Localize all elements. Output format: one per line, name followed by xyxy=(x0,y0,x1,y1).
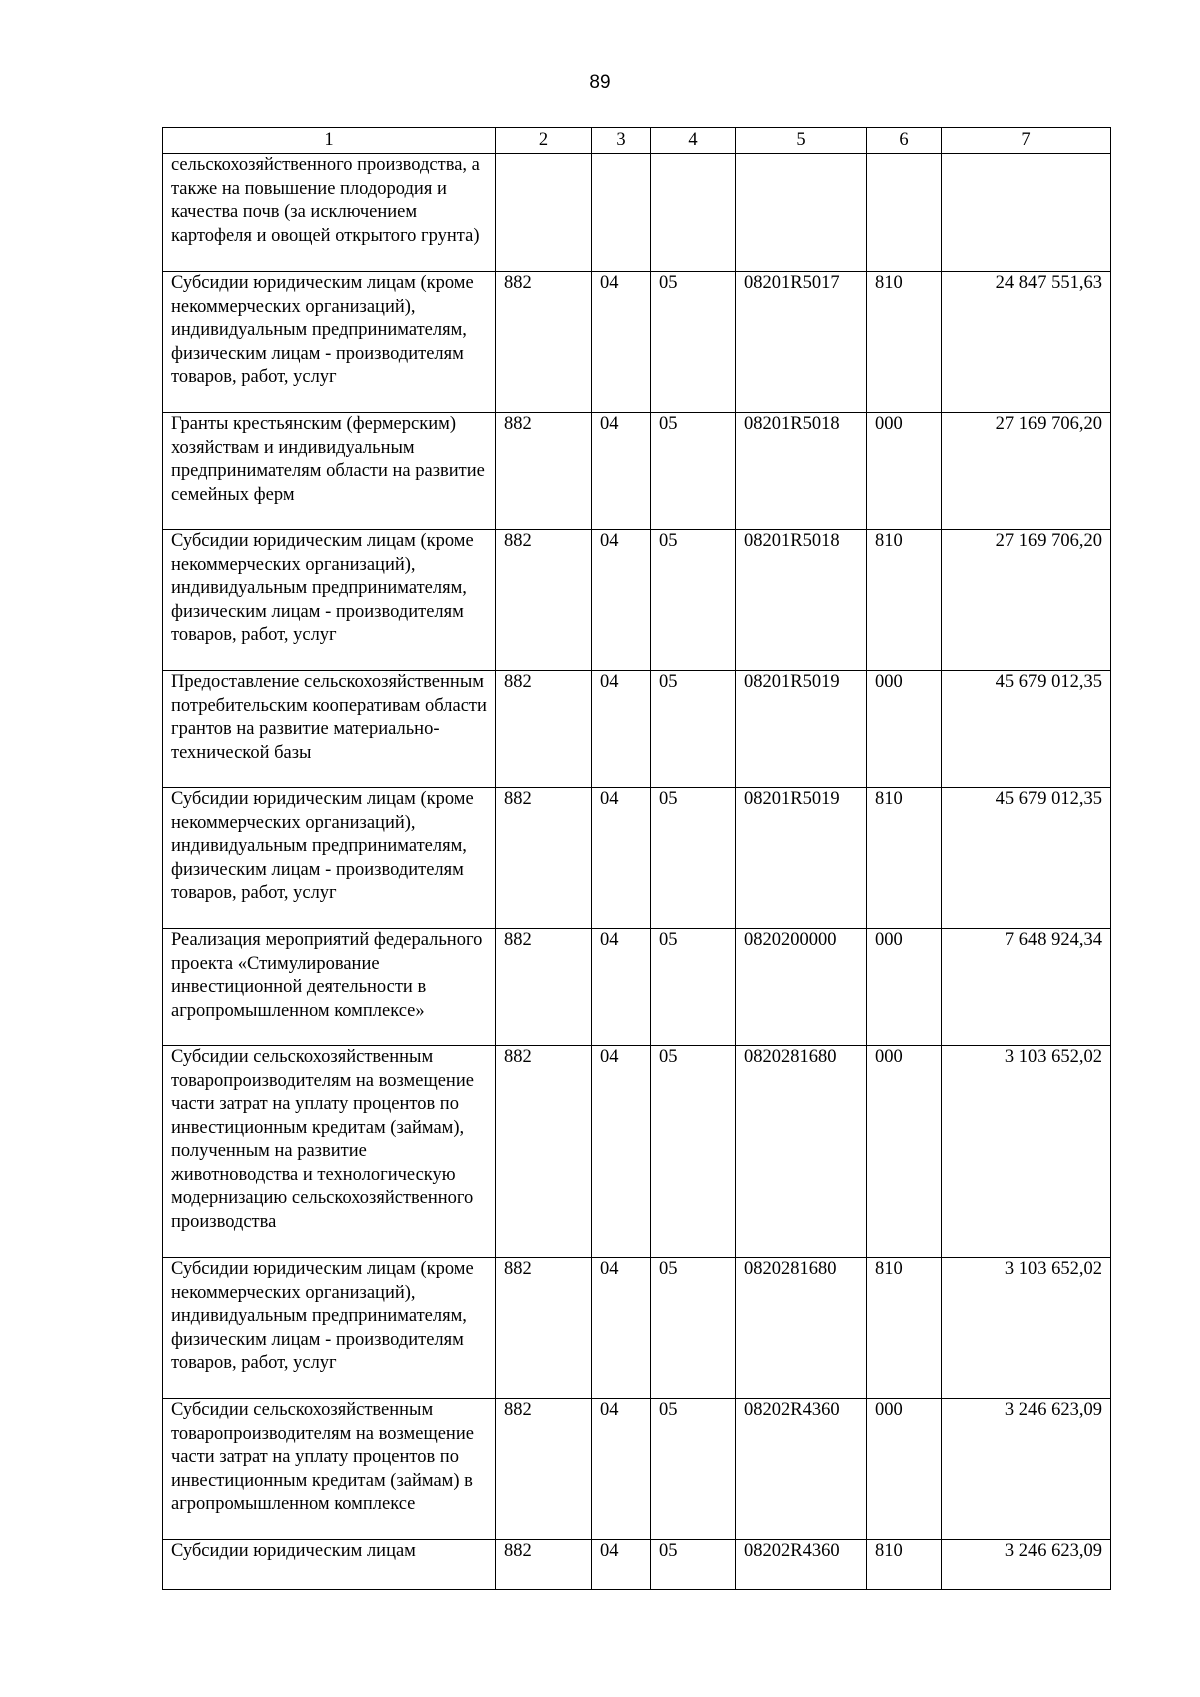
row-description: Реализация мероприятий федерального проекта «Стимулирование инвестиционной деятельности в агропромышленном комплексе» xyxy=(163,929,496,1046)
cell-col-6: 810 xyxy=(867,1258,942,1399)
cell-col-4: 05 xyxy=(651,1046,736,1258)
cell-col-6 xyxy=(867,154,942,272)
cell-col-2: 882 xyxy=(496,929,592,1046)
cell-amount: 27 169 706,20 xyxy=(942,413,1111,530)
cell-col-2: 882 xyxy=(496,1399,592,1540)
table-row xyxy=(163,413,1111,530)
cell-amount: 3 103 652,02 xyxy=(942,1046,1111,1258)
cell-col-3: 04 xyxy=(592,788,651,929)
table-row xyxy=(163,1399,1111,1540)
row-description: Предоставление сельскохозяйственным потребительским кооперативам области грантов на развитие материально-технической базы xyxy=(163,671,496,788)
cell-col-4: 05 xyxy=(651,1399,736,1540)
cell-col-5: 0820281680 xyxy=(736,1046,867,1258)
cell-col-4: 05 xyxy=(651,413,736,530)
column-header: 4 xyxy=(651,128,736,154)
cell-col-6: 000 xyxy=(867,413,942,530)
cell-col-3: 04 xyxy=(592,272,651,413)
cell-col-5: 08201R5018 xyxy=(736,530,867,671)
row-description: Гранты крестьянским (фермерским) хозяйствам и индивидуальным предпринимателям области на развитие семейных ферм xyxy=(163,413,496,530)
cell-col-2: 882 xyxy=(496,1540,592,1590)
cell-col-2: 882 xyxy=(496,788,592,929)
cell-col-6: 000 xyxy=(867,671,942,788)
cell-amount: 45 679 012,35 xyxy=(942,671,1111,788)
table-row xyxy=(163,1540,1111,1590)
page-number: 89 xyxy=(589,72,611,93)
row-description: Субсидии юридическим лицам (кроме некоммерческих организаций), индивидуальным предпринимателям, физическим лицам - производителям товаров, работ, услуг xyxy=(163,1258,496,1399)
cell-col-3 xyxy=(592,154,651,272)
cell-col-3: 04 xyxy=(592,671,651,788)
cell-col-3: 04 xyxy=(592,1046,651,1258)
cell-col-5: 08201R5017 xyxy=(736,272,867,413)
cell-col-2 xyxy=(496,154,592,272)
cell-amount: 45 679 012,35 xyxy=(942,788,1111,929)
table-row xyxy=(163,272,1111,413)
cell-col-4: 05 xyxy=(651,272,736,413)
row-description: Субсидии юридическим лицам (кроме некоммерческих организаций), индивидуальным предпринимателям, физическим лицам - производителям товаров, работ, услуг xyxy=(163,272,496,413)
cell-col-6: 810 xyxy=(867,530,942,671)
cell-col-4: 05 xyxy=(651,671,736,788)
cell-col-3: 04 xyxy=(592,1399,651,1540)
cell-col-5: 08202R4360 xyxy=(736,1399,867,1540)
row-description: Субсидии сельскохозяйственным товаропроизводителям на возмещение части затрат на уплату процентов по инвестиционным кредитам (займам), полученным на развитие животноводства и технологическую модернизацию сельскохозяйственного производства xyxy=(163,1046,496,1258)
cell-col-6: 000 xyxy=(867,1046,942,1258)
cell-col-5: 0820281680 xyxy=(736,1258,867,1399)
cell-col-6: 000 xyxy=(867,929,942,1046)
column-header: 5 xyxy=(736,128,867,154)
cell-col-5: 08201R5019 xyxy=(736,671,867,788)
cell-col-3: 04 xyxy=(592,413,651,530)
cell-col-5: 08201R5019 xyxy=(736,788,867,929)
cell-col-3: 04 xyxy=(592,1540,651,1590)
cell-col-2: 882 xyxy=(496,671,592,788)
table-row xyxy=(163,929,1111,1046)
row-description: Субсидии сельскохозяйственным товаропроизводителям на возмещение части затрат на уплату процентов по инвестиционным кредитам (займам) в агропромышленном комплексе xyxy=(163,1399,496,1540)
cell-col-4 xyxy=(651,154,736,272)
row-description: сельскохозяйственного производства, а также на повышение плодородия и качества почв (за исключением картофеля и овощей открытого грунта) xyxy=(163,154,496,272)
cell-col-6: 810 xyxy=(867,272,942,413)
cell-col-4: 05 xyxy=(651,929,736,1046)
cell-amount: 27 169 706,20 xyxy=(942,530,1111,671)
column-header: 1 xyxy=(163,128,496,154)
table-row xyxy=(163,530,1111,671)
table-row xyxy=(163,788,1111,929)
cell-col-4: 05 xyxy=(651,530,736,671)
header-row xyxy=(163,128,1111,154)
cell-col-2: 882 xyxy=(496,530,592,671)
cell-col-6: 810 xyxy=(867,1540,942,1590)
table-row xyxy=(163,1046,1111,1258)
cell-col-6: 810 xyxy=(867,788,942,929)
cell-col-3: 04 xyxy=(592,929,651,1046)
table-row xyxy=(163,1258,1111,1399)
cell-col-5: 08201R5018 xyxy=(736,413,867,530)
cell-col-5 xyxy=(736,154,867,272)
cell-col-4: 05 xyxy=(651,1258,736,1399)
cell-col-5: 08202R4360 xyxy=(736,1540,867,1590)
cell-col-2: 882 xyxy=(496,413,592,530)
budget-table xyxy=(162,127,1111,1590)
row-description: Субсидии юридическим лицам (кроме некоммерческих организаций), индивидуальным предпринимателям, физическим лицам - производителям товаров, работ, услуг xyxy=(163,788,496,929)
cell-amount: 3 246 623,09 xyxy=(942,1399,1111,1540)
column-header: 7 xyxy=(942,128,1111,154)
cell-amount: 7 648 924,34 xyxy=(942,929,1111,1046)
cell-amount: 24 847 551,63 xyxy=(942,272,1111,413)
column-header: 2 xyxy=(496,128,592,154)
cell-col-4: 05 xyxy=(651,788,736,929)
cell-col-6: 000 xyxy=(867,1399,942,1540)
cell-col-2: 882 xyxy=(496,1258,592,1399)
table-row xyxy=(163,671,1111,788)
cell-amount xyxy=(942,154,1111,272)
row-description: Субсидии юридическим лицам xyxy=(163,1540,496,1590)
column-header: 3 xyxy=(592,128,651,154)
cell-col-3: 04 xyxy=(592,530,651,671)
cell-col-3: 04 xyxy=(592,1258,651,1399)
cell-col-2: 882 xyxy=(496,272,592,413)
table-row xyxy=(163,154,1111,272)
cell-col-2: 882 xyxy=(496,1046,592,1258)
cell-col-4: 05 xyxy=(651,1540,736,1590)
cell-amount: 3 103 652,02 xyxy=(942,1258,1111,1399)
cell-col-5: 0820200000 xyxy=(736,929,867,1046)
cell-amount: 3 246 623,09 xyxy=(942,1540,1111,1590)
row-description: Субсидии юридическим лицам (кроме некоммерческих организаций), индивидуальным предпринимателям, физическим лицам - производителям товаров, работ, услуг xyxy=(163,530,496,671)
column-header: 6 xyxy=(867,128,942,154)
